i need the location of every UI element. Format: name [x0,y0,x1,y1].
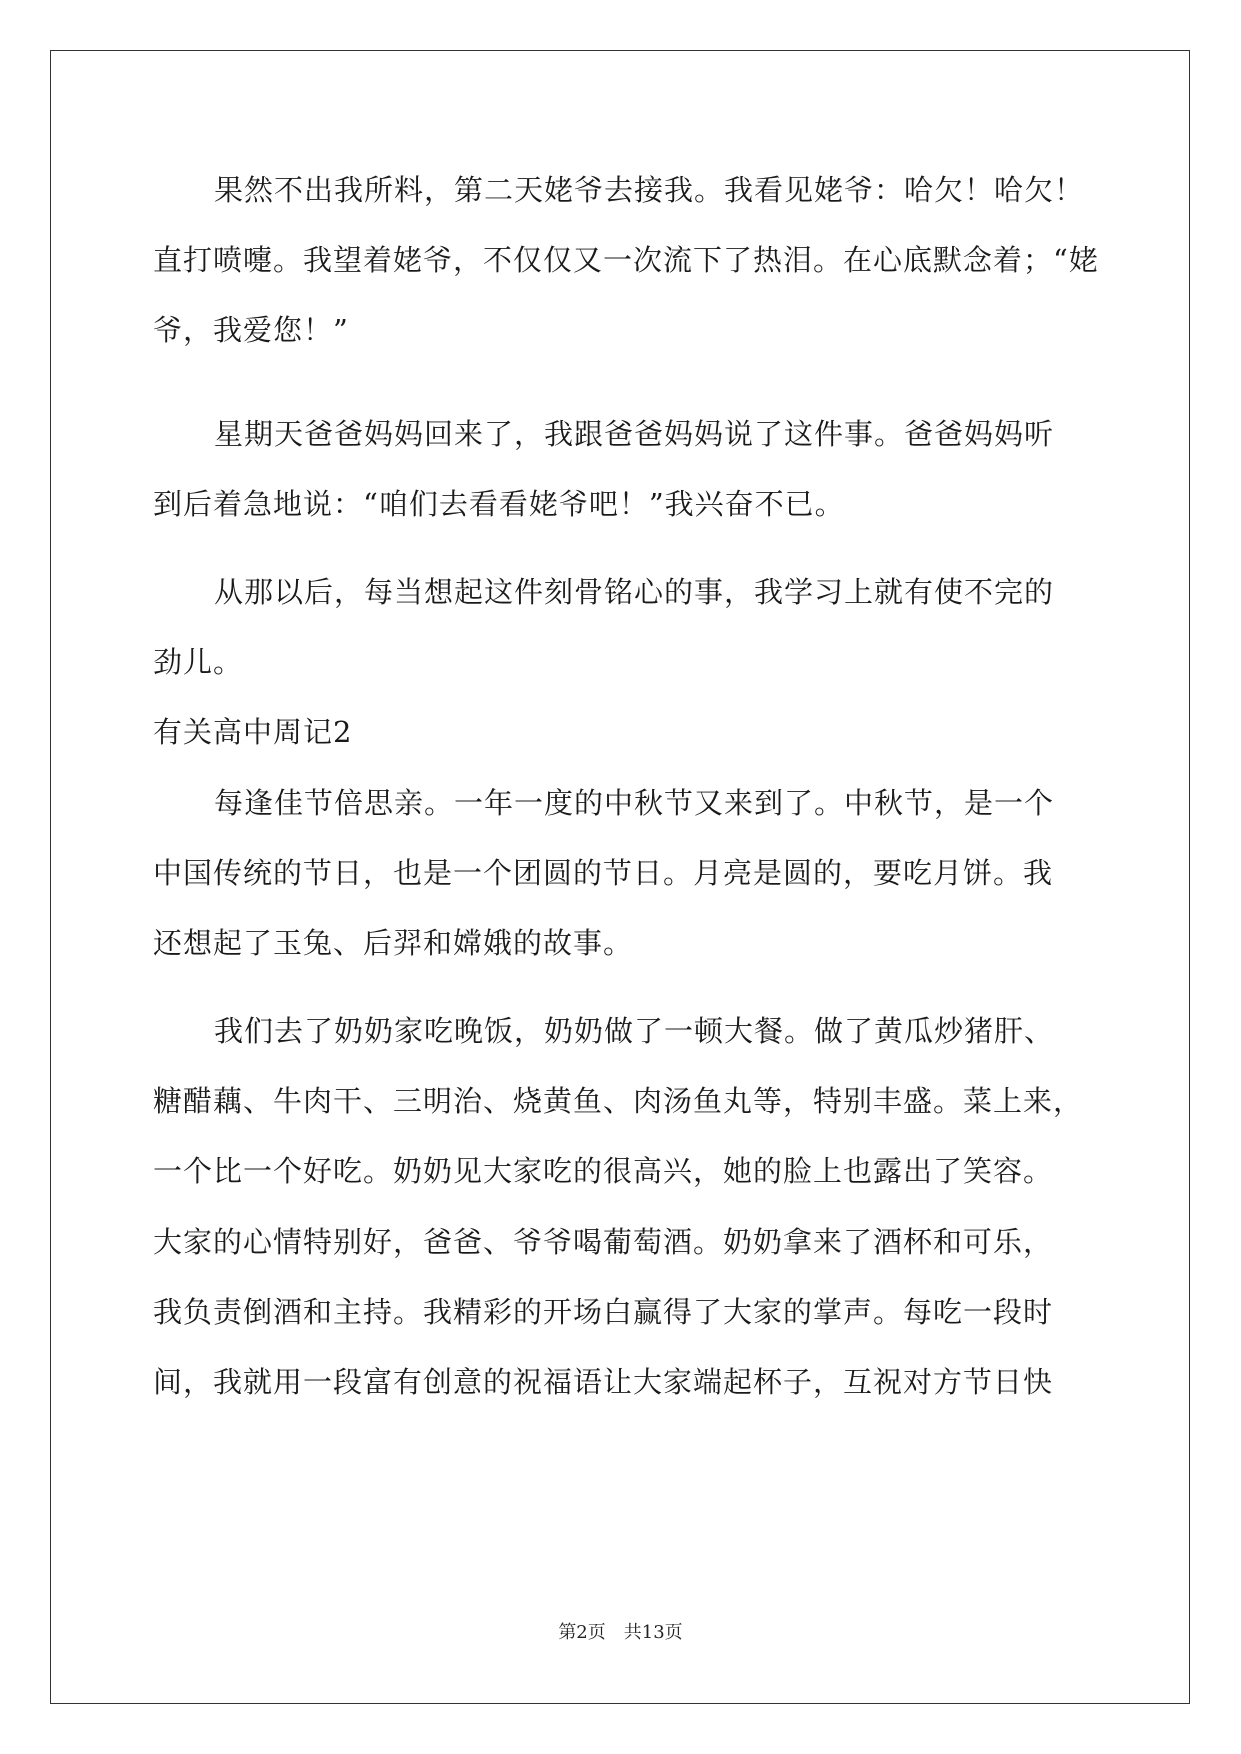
paragraph-line: 一个比一个好吃。奶奶见大家吃的很高兴，她的脸上也露出了笑容。 [153,1154,1054,1188]
paragraph-line: 直打喷嚏。我望着姥爷，不仅仅又一次流下了热泪。在心底默念着；“姥 [153,243,1099,277]
paragraph-line: 星期天爸爸妈妈回来了，我跟爸爸妈妈说了这件事。爸爸妈妈听 [214,417,1055,451]
paragraph-line: 我们去了奶奶家吃晚饭，奶奶做了一顿大餐。做了黄瓜炒猪肝、 [214,1014,1055,1048]
page-footer [0,1622,1241,1644]
paragraph-line: 每逢佳节倍思亲。一年一度的中秋节又来到了。中秋节，是一个 [214,786,1055,820]
paragraph-line: 还想起了玉兔、后羿和嫦娥的故事。 [153,926,634,960]
paragraph-line: 我负责倒酒和主持。我精彩的开场白赢得了大家的掌声。每吃一段时 [153,1295,1054,1329]
section-heading: 有关高中周记2 [153,715,353,749]
paragraph-line: 从那以后，每当想起这件刻骨铭心的事，我学习上就有使不完的 [214,575,1055,609]
paragraph-line: 到后着急地说：“咱们去看看姥爷吧！”我兴奋不已。 [153,487,845,521]
paragraph-line: 果然不出我所料，第二天姥爷去接我。我看见姥爷：哈欠！哈欠！ [214,173,1085,207]
page-number-current: 第2页 [558,1622,606,1643]
page-number-total: 共13页 [623,1622,683,1643]
paragraph-line: 大家的心情特别好，爸爸、爷爷喝葡萄酒。奶奶拿来了酒杯和可乐， [153,1225,1054,1259]
paragraph-line: 糖醋藕、牛肉干、三明治、烧黄鱼、肉汤鱼丸等，特别丰盛。菜上来， [153,1084,1084,1118]
paragraph-line: 中国传统的节日，也是一个团圆的节日。月亮是圆的，要吃月饼。我 [153,856,1054,890]
paragraph-line: 劲儿。 [153,645,244,679]
paragraph-line: 间，我就用一段富有创意的祝福语让大家端起杯子，互祝对方节日快 [153,1365,1054,1399]
paragraph-line: 爷，我爱您！” [153,313,349,347]
